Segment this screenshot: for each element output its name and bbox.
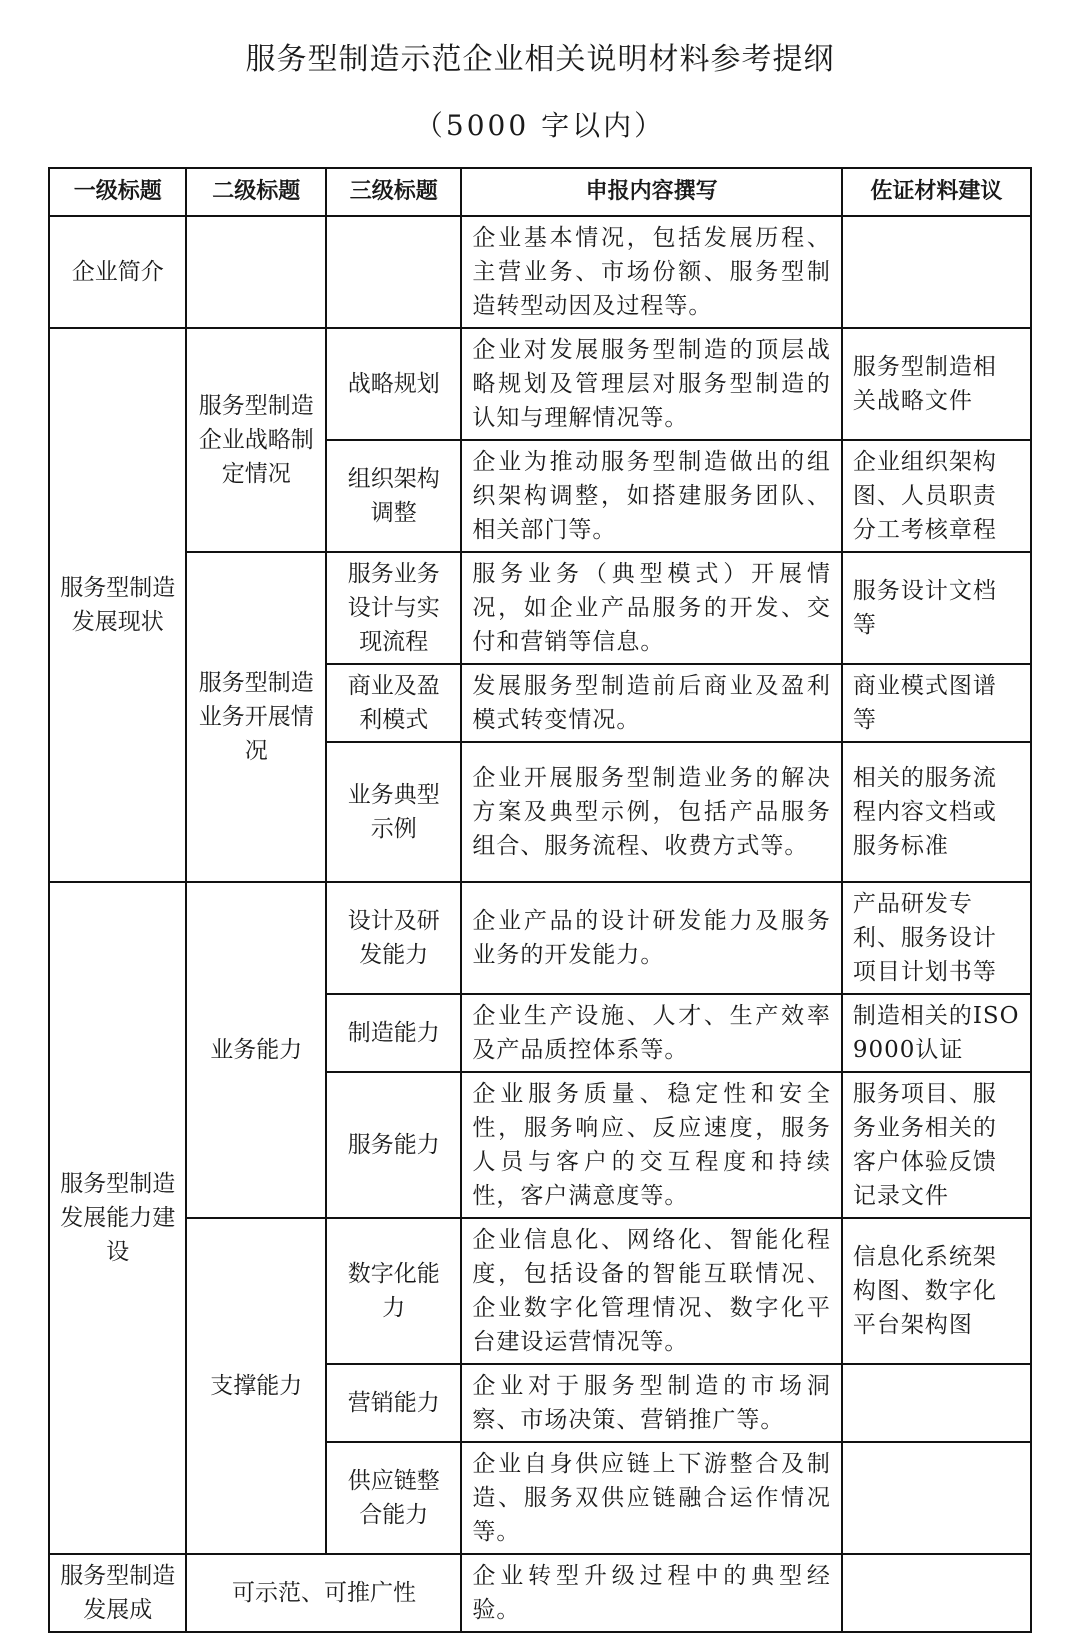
header-level1: 一级标题	[49, 168, 186, 216]
content-cell: 企业产品的设计研发能力及服务业务的开发能力。	[461, 882, 841, 994]
header-row	[49, 168, 1031, 216]
content-cell: 服务业务（典型模式）开展情况，如企业产品服务的开发、交付和营销等信息。	[461, 552, 841, 664]
level2-cell: 服务型制造企业战略制定情况	[186, 328, 326, 552]
evidence-cell	[842, 1364, 1031, 1442]
outline-table	[48, 167, 1032, 1633]
evidence-cell	[842, 1554, 1031, 1632]
table-row	[49, 328, 1031, 440]
header-content: 申报内容撰写	[461, 168, 841, 216]
header-level2: 二级标题	[186, 168, 326, 216]
content-cell: 企业对于服务型制造的市场洞察、市场决策、营销推广等。	[461, 1364, 841, 1442]
content-cell: 企业自身供应链上下游整合及制造、服务双供应链融合运作情况等。	[461, 1442, 841, 1554]
evidence-cell-empty	[842, 216, 1031, 328]
evidence-cell	[842, 1442, 1031, 1554]
level3-cell: 数字化能力	[326, 1218, 461, 1364]
level3-cell: 服务业务设计与实现流程	[326, 552, 461, 664]
evidence-cell: 信息化系统架构图、数字化平台架构图	[842, 1218, 1031, 1364]
header-level3: 三级标题	[326, 168, 461, 216]
level3-cell: 供应链整合能力	[326, 1442, 461, 1554]
content-cell: 企业信息化、网络化、智能化程度，包括设备的智能互联情况、企业数字化管理情况、数字化平台建设运营情况等。	[461, 1218, 841, 1364]
table-row	[49, 1218, 1031, 1364]
level2-cell: 服务型制造业务开展情况	[186, 552, 326, 882]
level1-cell: 服务型制造发展成	[49, 1554, 186, 1632]
level3-cell: 商业及盈利模式	[326, 664, 461, 742]
evidence-cell: 产品研发专利、服务设计项目计划书等	[842, 882, 1031, 994]
level1-cell: 服务型制造发展现状	[49, 328, 186, 882]
level3-cell: 营销能力	[326, 1364, 461, 1442]
level3-cell: 设计及研发能力	[326, 882, 461, 994]
level3-cell: 战略规划	[326, 328, 461, 440]
content-cell: 企业对发展服务型制造的顶层战略规划及管理层对服务型制造的认知与理解情况等。	[461, 328, 841, 440]
level1-cell: 企业简介	[49, 216, 186, 328]
content-cell: 企业转型升级过程中的典型经验。	[461, 1554, 841, 1632]
table-row	[49, 552, 1031, 664]
evidence-cell: 制造相关的ISO9000认证	[842, 994, 1031, 1072]
evidence-cell: 服务项目、服务业务相关的客户体验反馈记录文件	[842, 1072, 1031, 1218]
document-title: 服务型制造示范企业相关说明材料参考提纲	[245, 42, 835, 77]
level3-cell: 组织架构调整	[326, 440, 461, 552]
level2-cell-empty	[186, 216, 326, 328]
content-cell: 企业服务质量、稳定性和安全性，服务响应、反应速度，服务人员与客户的交互程度和持续性，客户满意度等。	[461, 1072, 841, 1218]
table-row	[49, 1554, 1031, 1632]
table-row	[49, 882, 1031, 994]
table-row	[49, 216, 1031, 328]
content-cell: 企业基本情况，包括发展历程、主营业务、市场份额、服务型制造转型动因及过程等。	[461, 216, 841, 328]
level3-cell: 业务典型示例	[326, 742, 461, 882]
level2-cell: 支撑能力	[186, 1218, 326, 1554]
level3-cell: 服务能力	[326, 1072, 461, 1218]
level2-cell: 可示范、可推广性	[186, 1554, 461, 1632]
evidence-cell: 服务型制造相关战略文件	[842, 328, 1031, 440]
document-subtitle: （5000 字以内）	[414, 109, 666, 142]
header-evidence: 佐证材料建议	[842, 168, 1031, 216]
level3-cell-empty	[326, 216, 461, 328]
level3-cell: 制造能力	[326, 994, 461, 1072]
content-cell: 企业开展服务型制造业务的解决方案及典型示例，包括产品服务组合、服务流程、收费方式等。	[461, 742, 841, 882]
evidence-cell: 企业组织架构图、人员职责分工考核章程	[842, 440, 1031, 552]
content-cell: 发展服务型制造前后商业及盈利模式转变情况。	[461, 664, 841, 742]
content-cell: 企业生产设施、人才、生产效率及产品质控体系等。	[461, 994, 841, 1072]
level1-cell: 服务型制造发展能力建设	[49, 882, 186, 1554]
evidence-cell: 相关的服务流程内容文档或服务标准	[842, 742, 1031, 882]
content-cell: 企业为推动服务型制造做出的组织架构调整，如搭建服务团队、相关部门等。	[461, 440, 841, 552]
level2-cell: 业务能力	[186, 882, 326, 1218]
evidence-cell: 服务设计文档等	[842, 552, 1031, 664]
evidence-cell: 商业模式图谱等	[842, 664, 1031, 742]
